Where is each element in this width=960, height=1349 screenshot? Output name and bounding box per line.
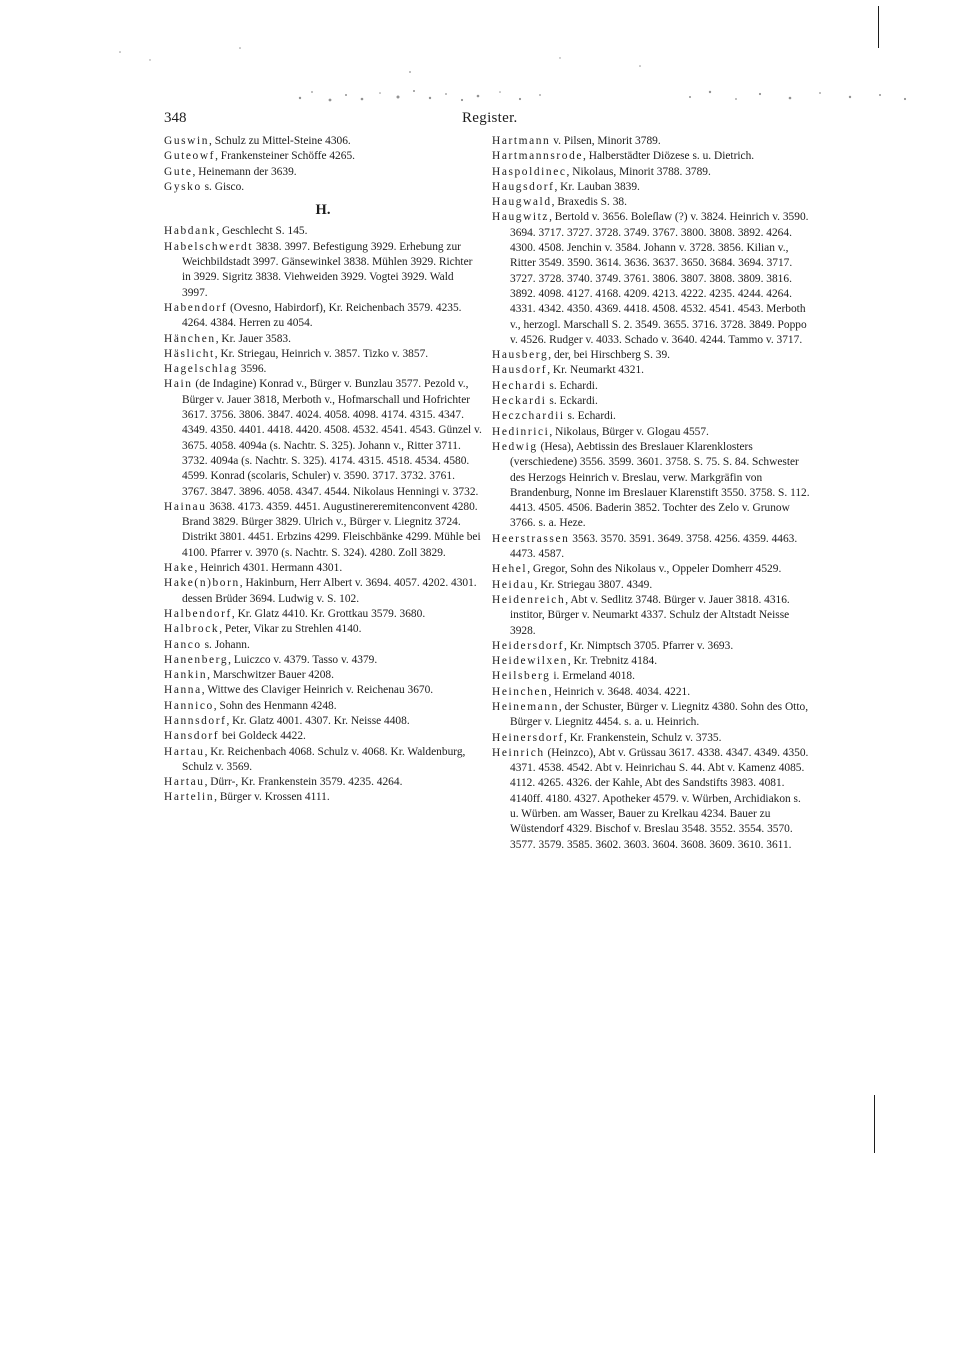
entry-headword: Hartau [164, 776, 205, 789]
index-entry [492, 394, 810, 409]
entry-headword: Guteowf [164, 150, 216, 163]
entry-headword: Hake(n)born [164, 577, 240, 590]
entry-text: s. Echardi. [564, 410, 616, 423]
index-entry [164, 332, 482, 347]
entry-headword: Hausberg [492, 349, 549, 362]
entry-headword: Hedwig [492, 440, 538, 453]
entry-text: s. Eckardi. [546, 395, 598, 408]
index-entry [492, 639, 810, 654]
entry-headword: Hainau [164, 500, 207, 513]
entry-text: , Heinrich v. 3648. 4034. 4221. [548, 685, 691, 698]
index-entry [492, 593, 810, 639]
entry-headword: Hake [164, 562, 195, 575]
entry-text: , der, bei Hirschberg S. 39. [548, 349, 671, 362]
entry-text: s. Johann. [201, 638, 250, 651]
entry-headword: Häslicht [164, 347, 215, 360]
entry-headword: Heinrich [492, 746, 545, 759]
entry-text: , Bertold v. 3656. Boleſlaw (?) v. 3824. Heinrich v. 3590. 3694. 3717. 3727. 3728. 3749. 3767. 3800. 3808. 3892. 4264. 4300. 4508. Jenchin v. 3584. Johann v. 3728. 3856. Kilian v., Ritter 3549. 3590. 3614. 3636. 3637. 3650. 3684. 3694. 3717. 3727. 3728. 3740. 3749. 3761. 3806. 3807. 3808. 3809. 3816. 3892. 4098. 4127. 4168. 4209. 4213. 4222. 4235. 4244. 4264. 4331. 4342. 4350. 4369. 4418. 4508. 4532. 4541. 4543. Merboth v., herzogl. Marschall S. 2. 3549. 3655. 3716. 3728. 3849. Poppo v. 4526. Rudger v. 4033. Schado v. 3640. 4244. Tammo v. 3717. [510, 211, 809, 346]
index-entry [492, 379, 810, 394]
entry-text: , Luiczco v. 4379. Tasso v. 4379. [228, 653, 378, 666]
index-entry [492, 685, 810, 700]
entry-headword: Haugwitz [492, 211, 550, 224]
entry-text: , Nikolaus, Minorit 3788. 3789. [566, 165, 711, 178]
entry-text: , Kr. Striegau, Heinrich v. 3857. Tizko v. 3857. [214, 347, 429, 360]
index-entry [492, 134, 810, 149]
entry-headword: Heinemann [492, 700, 559, 713]
entry-text: , Schulz zu Mittel-Steine 4306. [209, 135, 351, 147]
entry-headword: Heczchardii [492, 410, 565, 423]
entry-text: , Geschlecht S. 145. [216, 225, 308, 238]
page-header [0, 110, 960, 132]
entry-text: , Hakinburn, Herr Albert v. 3694. 4057. 4202. 4301. dessen Brüder 3694. Ludwig v. S. 102. [182, 577, 477, 605]
entry-headword: Heerstrassen [492, 532, 570, 545]
entry-text: 3838. 3997. Befestigung 3929. Erhebung zur Weichbildstadt 3997. Gänsewinkel 3838. Mühlen 3929. Richter in 3929. Sigritz 3838. Viehweiden 3929. Vogtei 3929. Wald 3997. [182, 240, 473, 299]
index-entry [492, 669, 810, 684]
index-entry [164, 347, 482, 362]
entry-text: (Heinzco), Abt v. Grüssau 3617. 4338. 4347. 4349. 4350. 4371. 4538. 4542. Abt v. Heinrichau S. 44. Abt v. Kamenz 4085. 4112. 4265. 4326. der Kahle, Abt des Sandstifts 3983. 4081. 4140ff. 4180. 4327. Apotheker 4579. v. Würben, Archidiakon s. u. Würben. am Wasser, Bauer zu Krelkau 4234. Bauer zu Wüstendorf 4329. Bischof v. Breslau 3548. 3552. 3554. 3570. 3577. 3579. 3585. 3602. 3603. 3604. 3608. 3609. 3610. 3611. [510, 746, 809, 851]
entry-text: (Hesa), Aebtissin des Breslauer Klarenklosters (verschiedene) 3556. 3599. 3601. 3758. S. 75. S. 84. Schwester des Herzogs Heinrich v. Breslau, verw. Markgräfin von Brandenburg, Nonne im Breslauer Klarenstift 3550. 3758. S. 112. 4413. 4505. 4506. Baderin 3852. Tochter des Zelo v. Grunow 3766. s. a. Heze. [510, 440, 810, 530]
entry-headword: Heidau [492, 578, 535, 591]
entry-text: , Kr. Glatz 4410. Kr. Grottkau 3579. 3680. [231, 607, 426, 620]
entry-headword: Hannico [164, 699, 214, 712]
index-entry [164, 362, 482, 377]
entry-headword: Gute [164, 165, 193, 178]
index-entry [164, 180, 482, 195]
entry-headword: Guswin [164, 135, 210, 147]
page-number: 348 [164, 110, 187, 126]
entry-text: , Kr. Neumarkt 4321. [547, 364, 644, 377]
index-entry [164, 224, 482, 239]
entry-text: , Frankensteiner Schöffe 4265. [215, 150, 355, 163]
entry-headword: Halbrock [164, 623, 220, 636]
index-entry [164, 576, 482, 607]
entry-headword: Halbendorf [164, 607, 232, 620]
entry-headword: Hausdorf [492, 364, 548, 377]
entry-headword: Hänchen [164, 332, 216, 345]
entry-text: , Kr. Frankenstein, Schulz v. 3735. [564, 731, 722, 744]
index-entry [492, 700, 810, 731]
left-column [164, 134, 482, 806]
entry-headword: Hannsdorf [164, 714, 227, 727]
entry-text: (de Indagine) Konrad v., Bürger v. Bunzlau 3577. Pezold v., Bürger v. Jauer 3818, Merboth v., Hofmarschall und Hofrichter 3617. 3756. 3806. 3847. 4024. 4058. 4098. 4174. 4315. 4347. 4349. 4350. 4401. 4418. 4420. 4508. 4532. 4541. 4543. Günzel v. 3675. 4058. 4094a (s. Nachtr. S. 325). Johann v., Ritter 3711. 3732. 4094a (s. Nachtr. S. 325). 4174. 4315. 4518. 4534. 4580. 4599. Konrad (scolaris, Schuler) v. 3590. 3717. 3732. 3761. 3767. 3847. 3896. 4058. 4347. 4544. Nikolaus Henningi v. 3732. [182, 378, 482, 498]
index-entry [164, 638, 482, 653]
entry-text: , Marschwitzer Bauer 4208. [207, 669, 334, 682]
entry-headword: Habdank [164, 225, 217, 238]
index-entry [164, 149, 482, 164]
entry-text: , Kr. Jauer 3583. [215, 332, 291, 345]
index-entry [164, 240, 482, 301]
index-entry [492, 578, 810, 593]
entry-headword: Hedinrici [492, 425, 550, 438]
entry-headword: Hechardi [492, 379, 547, 392]
entry-text: , Sohn des Henmann 4248. [213, 699, 337, 712]
entry-text: , Braxedis S. 38. [551, 196, 627, 209]
entry-text: , Kr. Trebnitz 4184. [567, 655, 658, 668]
entry-headword: Hartelin [164, 791, 215, 804]
entry-headword: Heidersdorf [492, 639, 565, 652]
index-entry [492, 746, 810, 853]
entry-text: , Abt v. Sedlitz 3748. Bürger v. Jauer 3818. 4316. institor, Bürger v. Neumarkt 4337. Schulz der Altstadt Neisse 3928. [510, 593, 790, 637]
entry-headword: Heidenreich [492, 593, 566, 606]
index-entry [164, 668, 482, 683]
entry-text: , Peter, Vikar zu Strehlen 4140. [219, 623, 362, 636]
entry-text: , Nikolaus, Bürger v. Glogau 4557. [549, 425, 709, 438]
index-entry [164, 561, 482, 576]
index-entry [492, 210, 810, 348]
entry-headword: Hanco [164, 638, 202, 651]
entry-text: s. Echardi. [546, 379, 598, 392]
index-entry [492, 425, 810, 440]
entry-text: , der Schuster, Bürger v. Liegnitz 4380. Sohn des Otto, Bürger v. Liegnitz 4454. s. a. u. Heinrich. [510, 700, 809, 729]
index-entry [492, 149, 810, 164]
index-entry [164, 653, 482, 668]
entry-headword: Hartau [164, 745, 205, 758]
margin-rule-top [878, 6, 879, 48]
index-entry [164, 500, 482, 561]
index-entry [164, 607, 482, 622]
index-entry [164, 377, 482, 499]
section-letter: H. [315, 202, 331, 219]
entry-headword: Hartmannsrode [492, 150, 584, 163]
entry-text: , Kr. Lauban 3839. [554, 180, 640, 193]
entry-headword: Gysko [164, 180, 202, 193]
entry-headword: Hanna [164, 684, 202, 697]
entry-headword: Hehel [492, 563, 528, 576]
index-entry [492, 165, 810, 180]
entry-text: bei Goldeck 4422. [219, 730, 306, 743]
margin-rule-bottom [874, 1095, 875, 1153]
entry-headword: Hankin [164, 669, 208, 682]
entry-headword: Hain [164, 378, 193, 391]
index-entry [164, 790, 482, 805]
entry-headword: Heidewilxen [492, 655, 568, 668]
entry-headword: Heckardi [492, 395, 547, 408]
entry-headword: Haugsdorf [492, 180, 555, 193]
entry-text: (Ovesno, Habirdorf), Kr. Reichenbach 3579. 4235. 4264. 4384. Herren zu 4054. [182, 301, 462, 330]
entry-headword: Haugwald [492, 196, 552, 209]
entry-text: , Kr. Glatz 4001. 4307. Kr. Neisse 4408. [226, 714, 410, 727]
entry-headword: Habelschwerdt [164, 240, 254, 253]
index-entry [492, 180, 810, 195]
entry-text: , Kr. Reichenbach 4068. Schulz v. 4068. Kr. Waldenburg, Schulz v. 3569. [182, 745, 466, 773]
entry-headword: Habendorf [164, 301, 228, 314]
running-title: Register. [462, 110, 518, 126]
entry-headword: Hanenberg [164, 653, 229, 666]
index-entry [164, 165, 482, 180]
entry-text: , Gregor, Sohn des Nikolaus v., Oppeler Domherr 4529. [527, 563, 782, 576]
entry-text: i. Ermeland 4018. [550, 670, 635, 683]
index-entry [164, 775, 482, 790]
entry-headword: Heilsberg [492, 670, 551, 683]
entry-text: , Heinrich 4301. Hermann 4301. [194, 562, 343, 575]
entry-text: , Kr. Striegau 3807. 4349. [534, 578, 653, 591]
index-entry [164, 714, 482, 729]
entry-text: 3596. [237, 363, 267, 376]
index-entry [164, 301, 482, 332]
entry-text: , Heinemann der 3639. [192, 165, 297, 178]
index-entry [492, 195, 810, 210]
entry-headword: Hagelschlag [164, 363, 238, 376]
index-entry [164, 745, 482, 776]
entry-headword: Hansdorf [164, 730, 220, 743]
entry-text: , Bürger v. Krossen 4111. [214, 791, 330, 804]
index-entry [164, 699, 482, 714]
index-entry [492, 363, 810, 378]
entry-headword: Heinchen [492, 685, 549, 698]
entry-headword: Haspoldinec [492, 165, 567, 178]
index-entry [492, 440, 810, 532]
index-entry [492, 731, 810, 746]
index-entry [164, 134, 482, 149]
index-entry [164, 683, 482, 698]
index-entry [492, 348, 810, 363]
entry-headword: Hartmann [492, 135, 551, 147]
entry-text: , Dürr-, Kr. Frankenstein 3579. 4235. 4264. [204, 776, 403, 789]
entry-text: s. Gisco. [201, 180, 245, 193]
entry-text: v. Pilsen, Minorit 3789. [550, 135, 661, 147]
index-entry [492, 409, 810, 424]
right-column [492, 134, 810, 853]
entry-text: 3638. 4173. 4359. 4451. Augustinereremitenconvent 4280. Brand 3829. Bürger 3829. Ulrich v., Bürger v. Liegnitz 3724. Distrikt 3801. 4451. Erbzins 4299. Fleischbänke 4299. Mühle bei 4100. Pfarrer v. 3970 (s. Nachtr. S. 324). 4280. Zoll 3829. [182, 500, 481, 559]
entry-text: , Wittwe des Claviger Heinrich v. Reichenau 3670. [201, 684, 434, 697]
entry-headword: Heinersdorf [492, 731, 565, 744]
entry-text: , Kr. Nimptsch 3705. Pfarrer v. 3693. [564, 639, 734, 652]
entry-text: 3563. 3570. 3591. 3649. 3758. 4256. 4359. 4463. 4473. 4587. [510, 532, 798, 561]
index-entry [492, 532, 810, 563]
index-entry [164, 729, 482, 744]
index-entry [164, 622, 482, 637]
entry-text: , Halberstädter Diözese s. u. Dietrich. [583, 150, 755, 163]
index-entry [492, 562, 810, 577]
index-entry [492, 654, 810, 669]
